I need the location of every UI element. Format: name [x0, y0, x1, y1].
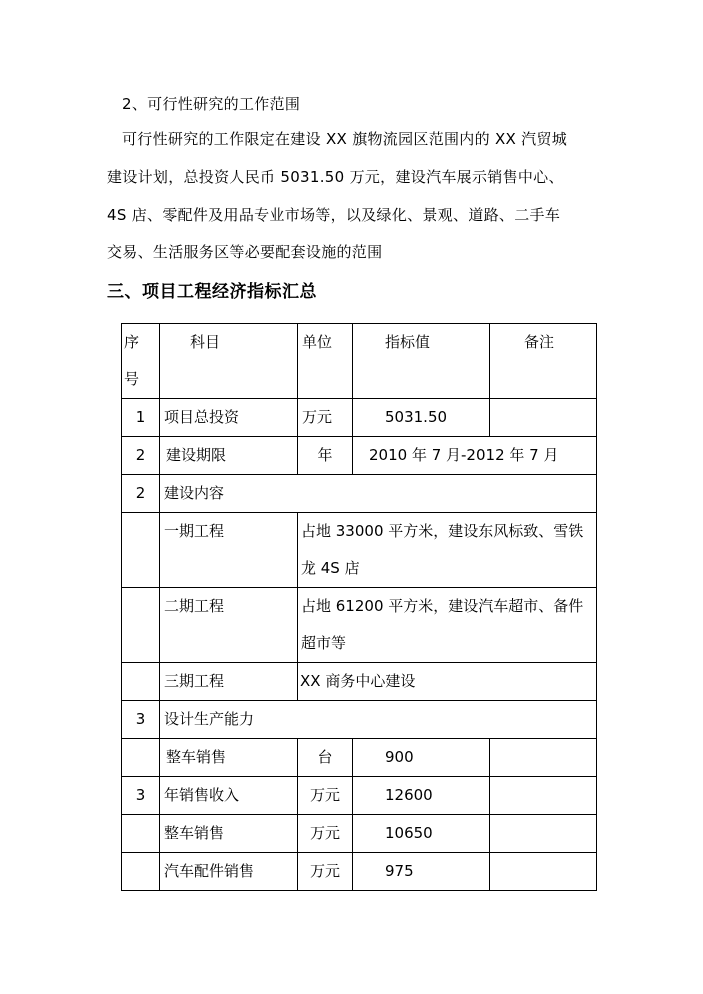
row-unit: 万元 — [298, 853, 353, 891]
row-unit: 万元 — [298, 815, 353, 853]
row-subject: 一期工程 — [160, 513, 298, 588]
row-seq: 2 — [122, 475, 160, 513]
paragraph-line-4: 交易、生活服务区等必要配套设施的范围 — [107, 243, 383, 261]
row-remark — [490, 777, 597, 815]
row-value: 975 — [353, 853, 490, 891]
row-seq — [122, 815, 160, 853]
table-row — [122, 475, 597, 513]
row-subject: 三期工程 — [160, 663, 298, 701]
row-remark — [490, 399, 597, 437]
header-unit: 单位 — [298, 324, 353, 399]
row-subject: 建设内容 — [160, 475, 597, 513]
row-subject: 整车销售 — [160, 815, 298, 853]
section-title: 三、项目工程经济指标汇总 — [107, 282, 317, 302]
row-value: 5031.50 — [353, 399, 490, 437]
row-subject: 二期工程 — [160, 588, 298, 663]
row-remark — [490, 739, 597, 777]
row-subject: 整车销售 — [160, 739, 298, 777]
header-seq-line-2: 号 — [124, 370, 140, 388]
row-subject: 项目总投资 — [160, 399, 298, 437]
row-remark — [490, 853, 597, 891]
row-value: 占地 61200 平方米，建设汽车超市、备件超市等 — [298, 588, 597, 663]
table-row — [122, 588, 597, 663]
row-unit: 万元 — [298, 399, 353, 437]
header-remark: 备注 — [490, 324, 597, 399]
table-row — [122, 701, 597, 739]
header-value: 指标值 — [353, 324, 490, 399]
table-row — [122, 513, 597, 588]
row-value: 占地 33000 平方米，建设东风标致、雪铁龙 4S 店 — [298, 513, 597, 588]
row-value: 12600 — [353, 777, 490, 815]
row-seq — [122, 853, 160, 891]
row-subject: 建设期限 — [160, 437, 298, 475]
table-header-row — [122, 324, 597, 399]
paragraph-line-2: 建设计划，总投资人民币 5031.50 万元，建设汽车展示销售中心、 — [107, 168, 564, 186]
row-value: 10650 — [353, 815, 490, 853]
row-seq: 3 — [122, 777, 160, 815]
row-seq: 2 — [122, 437, 160, 475]
row-seq: 1 — [122, 399, 160, 437]
row-seq — [122, 588, 160, 663]
table-row — [122, 437, 597, 475]
row-value: XX 商务中心建设 — [298, 663, 597, 701]
table-row — [122, 815, 597, 853]
table-row — [122, 853, 597, 891]
sub-heading: 2、可行性研究的工作范围 — [122, 95, 301, 113]
header-seq — [122, 324, 160, 399]
table-row — [122, 399, 597, 437]
row-unit: 台 — [298, 739, 353, 777]
row-seq — [122, 663, 160, 701]
row-unit: 万元 — [298, 777, 353, 815]
row-seq: 3 — [122, 701, 160, 739]
paragraph-line-1: 可行性研究的工作限定在建设 XX 旗物流园区范围内的 XX 汽贸城 — [122, 130, 568, 148]
table-row — [122, 663, 597, 701]
indicator-table — [121, 323, 597, 891]
row-value: 900 — [353, 739, 490, 777]
row-subject: 设计生产能力 — [160, 701, 597, 739]
row-subject: 汽车配件销售 — [160, 853, 298, 891]
row-remark — [490, 815, 597, 853]
header-subject: 科目 — [160, 324, 298, 399]
paragraph-line-3: 4S 店、零配件及用品专业市场等，以及绿化、景观、道路、二手车 — [107, 206, 561, 224]
row-unit: 年 — [298, 437, 353, 475]
row-seq — [122, 513, 160, 588]
row-value: 2010 年 7 月-2012 年 7 月 — [353, 437, 597, 475]
table-row — [122, 777, 597, 815]
header-seq-line-1: 序 — [124, 333, 140, 351]
table-row — [122, 739, 597, 777]
row-seq — [122, 739, 160, 777]
row-subject: 年销售收入 — [160, 777, 298, 815]
